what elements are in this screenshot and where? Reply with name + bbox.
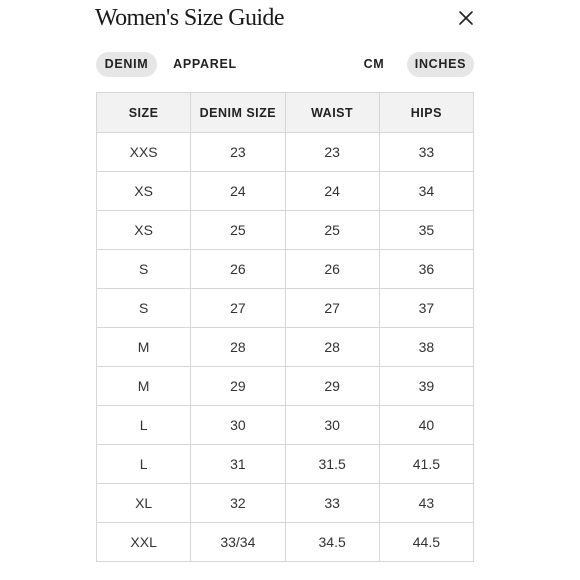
table-row (97, 172, 474, 211)
table-row (97, 328, 474, 367)
cell-hips: 34 (379, 172, 473, 211)
column-header-denim-size: DENIM SIZE (191, 93, 285, 133)
cell-size: M (97, 328, 191, 367)
cell-waist: 24 (285, 172, 379, 211)
table-row (97, 484, 474, 523)
cell-denim-size: 30 (191, 406, 285, 445)
close-button[interactable] (456, 8, 476, 28)
column-header-size: SIZE (97, 93, 191, 133)
cell-waist: 31.5 (285, 445, 379, 484)
table-row (97, 445, 474, 484)
cell-hips: 40 (379, 406, 473, 445)
cell-hips: 38 (379, 328, 473, 367)
cell-denim-size: 28 (191, 328, 285, 367)
cell-size: XXL (97, 523, 191, 562)
cell-hips: 36 (379, 250, 473, 289)
cell-waist: 33 (285, 484, 379, 523)
cell-waist: 30 (285, 406, 379, 445)
table-row (97, 289, 474, 328)
cell-waist: 34.5 (285, 523, 379, 562)
cell-waist: 28 (285, 328, 379, 367)
table-row (97, 250, 474, 289)
cell-hips: 44.5 (379, 523, 473, 562)
cell-waist: 23 (285, 133, 379, 172)
cell-waist: 29 (285, 367, 379, 406)
table-header-row (97, 93, 474, 133)
tab-denim[interactable]: DENIM (96, 52, 157, 77)
table-row (97, 211, 474, 250)
cell-hips: 37 (379, 289, 473, 328)
cell-waist: 25 (285, 211, 379, 250)
cell-waist: 26 (285, 250, 379, 289)
cell-denim-size: 33/34 (191, 523, 285, 562)
cell-size: L (97, 406, 191, 445)
unit-cm-toggle[interactable]: CM (363, 57, 385, 71)
cell-hips: 39 (379, 367, 473, 406)
cell-size: XS (97, 211, 191, 250)
column-header-hips: HIPS (379, 93, 473, 133)
cell-denim-size: 32 (191, 484, 285, 523)
cell-denim-size: 31 (191, 445, 285, 484)
table-row (97, 133, 474, 172)
table-row (97, 523, 474, 562)
cell-denim-size: 26 (191, 250, 285, 289)
table-row (97, 367, 474, 406)
cell-size: XS (97, 172, 191, 211)
cell-size: L (97, 445, 191, 484)
unit-inches-toggle[interactable]: INCHES (407, 52, 474, 77)
cell-hips: 41.5 (379, 445, 473, 484)
tab-apparel[interactable]: APPAREL (173, 57, 237, 71)
close-icon (456, 8, 476, 28)
cell-size: S (97, 250, 191, 289)
column-header-waist: WAIST (285, 93, 379, 133)
cell-hips: 35 (379, 211, 473, 250)
cell-hips: 43 (379, 484, 473, 523)
cell-denim-size: 29 (191, 367, 285, 406)
cell-denim-size: 24 (191, 172, 285, 211)
cell-size: XL (97, 484, 191, 523)
cell-size: M (97, 367, 191, 406)
cell-denim-size: 27 (191, 289, 285, 328)
cell-hips: 33 (379, 133, 473, 172)
table-body (97, 133, 474, 562)
cell-size: S (97, 289, 191, 328)
page-title: Women's Size Guide (95, 5, 284, 31)
cell-denim-size: 25 (191, 211, 285, 250)
cell-denim-size: 23 (191, 133, 285, 172)
cell-size: XXS (97, 133, 191, 172)
cell-waist: 27 (285, 289, 379, 328)
size-table (96, 92, 474, 562)
table-row (97, 406, 474, 445)
